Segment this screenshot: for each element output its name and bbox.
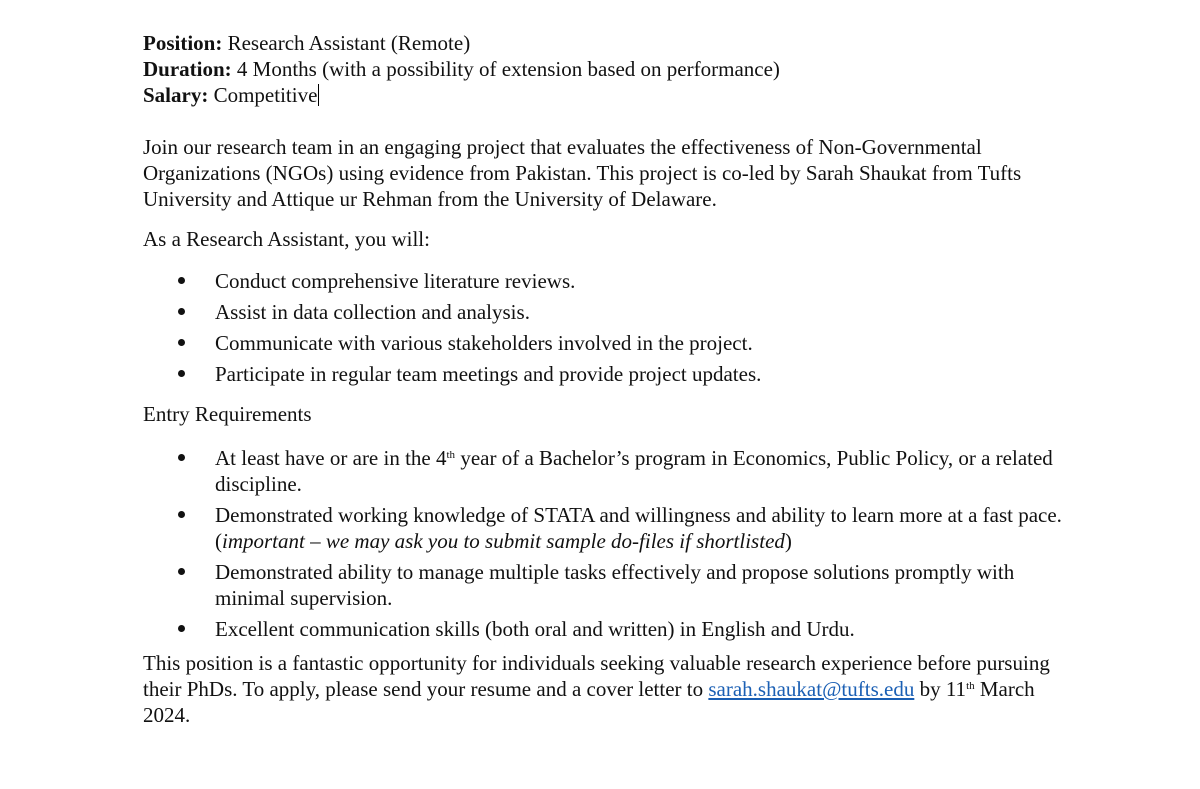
list-item bbox=[143, 559, 1073, 611]
position-label: Position: bbox=[143, 31, 223, 55]
intro-paragraph: Join our research team in an engaging project that evaluates the effectiveness of Non-Governmental Organizations (NGOs) using evidence from Pakistan. This project is co-led by Sarah Shaukat from Tufts University and Attique ur Rehman from the University of Delaware. bbox=[143, 135, 1022, 211]
list-item bbox=[143, 502, 1073, 554]
duration-line bbox=[143, 56, 1063, 82]
req-text: Demonstrated ability to manage multiple tasks effectively and propose solutions promptly with minimal supervision. bbox=[215, 560, 1015, 610]
closing-text-mid: by 11 bbox=[914, 677, 967, 701]
closing-text-end: March 2024. bbox=[143, 677, 1035, 727]
bullet-icon bbox=[178, 308, 185, 315]
closing-paragraph bbox=[143, 650, 1063, 728]
ordinal-suffix: th bbox=[446, 449, 456, 461]
list-item bbox=[143, 268, 1073, 294]
requirements-heading: Entry Requirements bbox=[143, 402, 312, 426]
bullet-icon bbox=[178, 625, 185, 632]
duties-heading: As a Research Assistant, you will: bbox=[143, 227, 430, 251]
bullet-icon bbox=[178, 511, 185, 518]
req-text: Excellent communication skills (both oral and written) in English and Urdu. bbox=[215, 617, 855, 641]
list-item bbox=[143, 330, 1073, 356]
document-page bbox=[143, 30, 1063, 728]
salary-value: Competitive bbox=[213, 83, 318, 107]
req-text-main: Demonstrated working knowledge of STATA and willingness and ability to learn more at a fast pace. ( bbox=[215, 503, 1062, 553]
salary-line[interactable] bbox=[143, 82, 1063, 108]
req-text-end: ) bbox=[784, 529, 792, 553]
text-cursor bbox=[318, 84, 319, 106]
duration-label: Duration: bbox=[143, 57, 232, 81]
req-text-pre: At least have or are in the 4 bbox=[215, 446, 447, 470]
list-item bbox=[143, 616, 1073, 642]
duty-text: Participate in regular team meetings and provide project updates. bbox=[215, 362, 762, 386]
salary-label: Salary: bbox=[143, 83, 209, 107]
email-link[interactable]: sarah.shaukat@tufts.edu bbox=[708, 677, 915, 701]
position-line bbox=[143, 30, 1063, 56]
list-item bbox=[143, 361, 1073, 387]
req-italic-note: important – we may ask you to submit sample do-files if shortlisted bbox=[222, 529, 785, 553]
bullet-icon bbox=[178, 454, 185, 461]
position-value: Research Assistant (Remote) bbox=[227, 31, 471, 55]
req-text-post: year of a Bachelor’s program in Economics, Public Policy, or a related discipline. bbox=[215, 446, 1053, 496]
bullet-icon bbox=[178, 339, 185, 346]
ordinal-suffix: th bbox=[966, 680, 975, 692]
duty-text: Communicate with various stakeholders involved in the project. bbox=[215, 331, 753, 355]
requirements-list bbox=[143, 445, 1063, 642]
list-item bbox=[143, 445, 1073, 497]
duty-text: Assist in data collection and analysis. bbox=[215, 300, 530, 324]
duration-value: 4 Months (with a possibility of extension based on performance) bbox=[236, 57, 780, 81]
closing-text-pre: This position is a fantastic opportunity for individuals seeking valuable research experience before pursuing their PhDs. To apply, please send your resume and a cover letter to bbox=[143, 651, 1050, 701]
duty-text: Conduct comprehensive literature reviews. bbox=[215, 269, 576, 293]
bullet-icon bbox=[178, 370, 185, 377]
list-item bbox=[143, 299, 1073, 325]
bullet-icon bbox=[178, 277, 185, 284]
bullet-icon bbox=[178, 568, 185, 575]
duties-list bbox=[143, 268, 1063, 387]
